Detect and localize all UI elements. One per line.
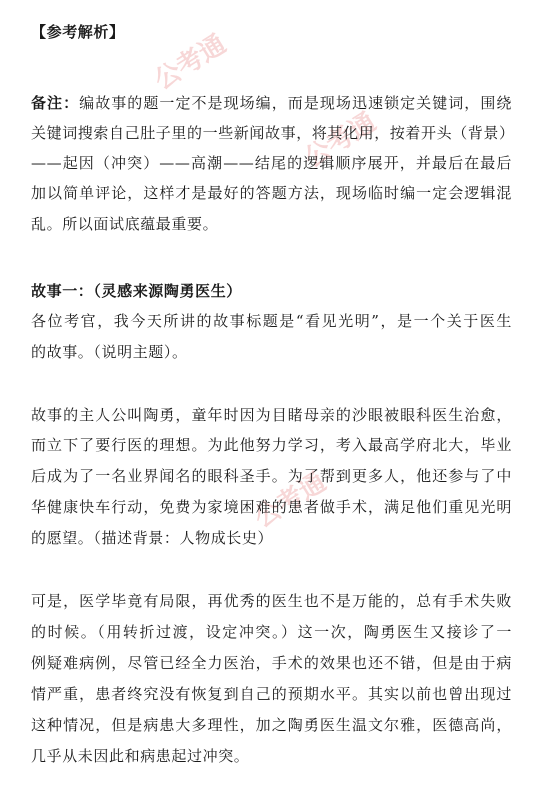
paragraph-line: 的故事。（说明主题）。 <box>31 343 188 361</box>
watermark-logo: 公考通 <box>249 467 332 535</box>
paragraph-line: 可是，医学毕竟有局限，再优秀的医生也不是万能的，总有手术失败 <box>31 592 512 610</box>
paragraph-line: 这种情况，但是病患大多理性，加之陶勇医生温文尔雅，医德高尚， <box>31 716 512 734</box>
paragraph-line: 各位考官，我今天所讲的故事标题是“看见光明”，是一个关于医生 <box>31 312 512 330</box>
note-line <box>31 93 512 113</box>
paragraph-line: 几乎从未因此和病患起过冲突。 <box>31 747 250 765</box>
paragraph-line: 的愿望。（描述背景：人物成长史） <box>31 529 274 547</box>
watermark-logo: 公考通 <box>299 107 382 175</box>
paragraph-line: 情严重，患者终究没有恢复到自己的预期水平。其实以前也曾出现过 <box>31 685 512 703</box>
section-heading: 【参考解析】 <box>31 23 125 41</box>
note-line: 关键词搜索自己肚子里的一些新闻故事，将其化用，按着开头（背景） <box>31 124 515 142</box>
note-label: 备注： <box>31 94 80 112</box>
paragraph-line: 华健康快车行动，免费为家境困难的患者做手术，满足他们重见光明 <box>31 498 512 516</box>
story-title: 故事一：（灵感来源陶勇医生） <box>31 282 242 300</box>
watermark-logo: 公考通 <box>149 29 232 97</box>
paragraph-line: 的时候。（用转折过渡，设定冲突。）这一次，陶勇医生又接诊了一 <box>31 623 512 641</box>
note-line: ——起因（冲突）——高潮——结尾的逻辑顺序展开，并最后在最后 <box>31 154 512 172</box>
paragraph-line: 后成为了一名业界闻名的眼科圣手。为了帮到更多人，他还参与了中 <box>31 467 512 485</box>
paragraph-line: 故事的主人公叫陶勇，童年时因为目睹母亲的沙眼被眼科医生治愈， <box>31 406 512 424</box>
note-line: 加以简单评论，这样才是最好的答题方法，现场临时编一定会逻辑混 <box>31 184 512 202</box>
paragraph-line: 例疑难病例，尽管已经全力医治，手术的效果也还不错，但是由于病 <box>31 654 512 672</box>
note-text: 编故事的题一定不是现场编，而是现场迅速锁定关键词，围绕 <box>79 94 513 112</box>
paragraph-line: 而立下了要行医的理想。为此他努力学习，考入最高学府北大，毕业 <box>31 436 512 454</box>
note-line: 乱。所以面试底蕴最重要。 <box>31 215 219 233</box>
